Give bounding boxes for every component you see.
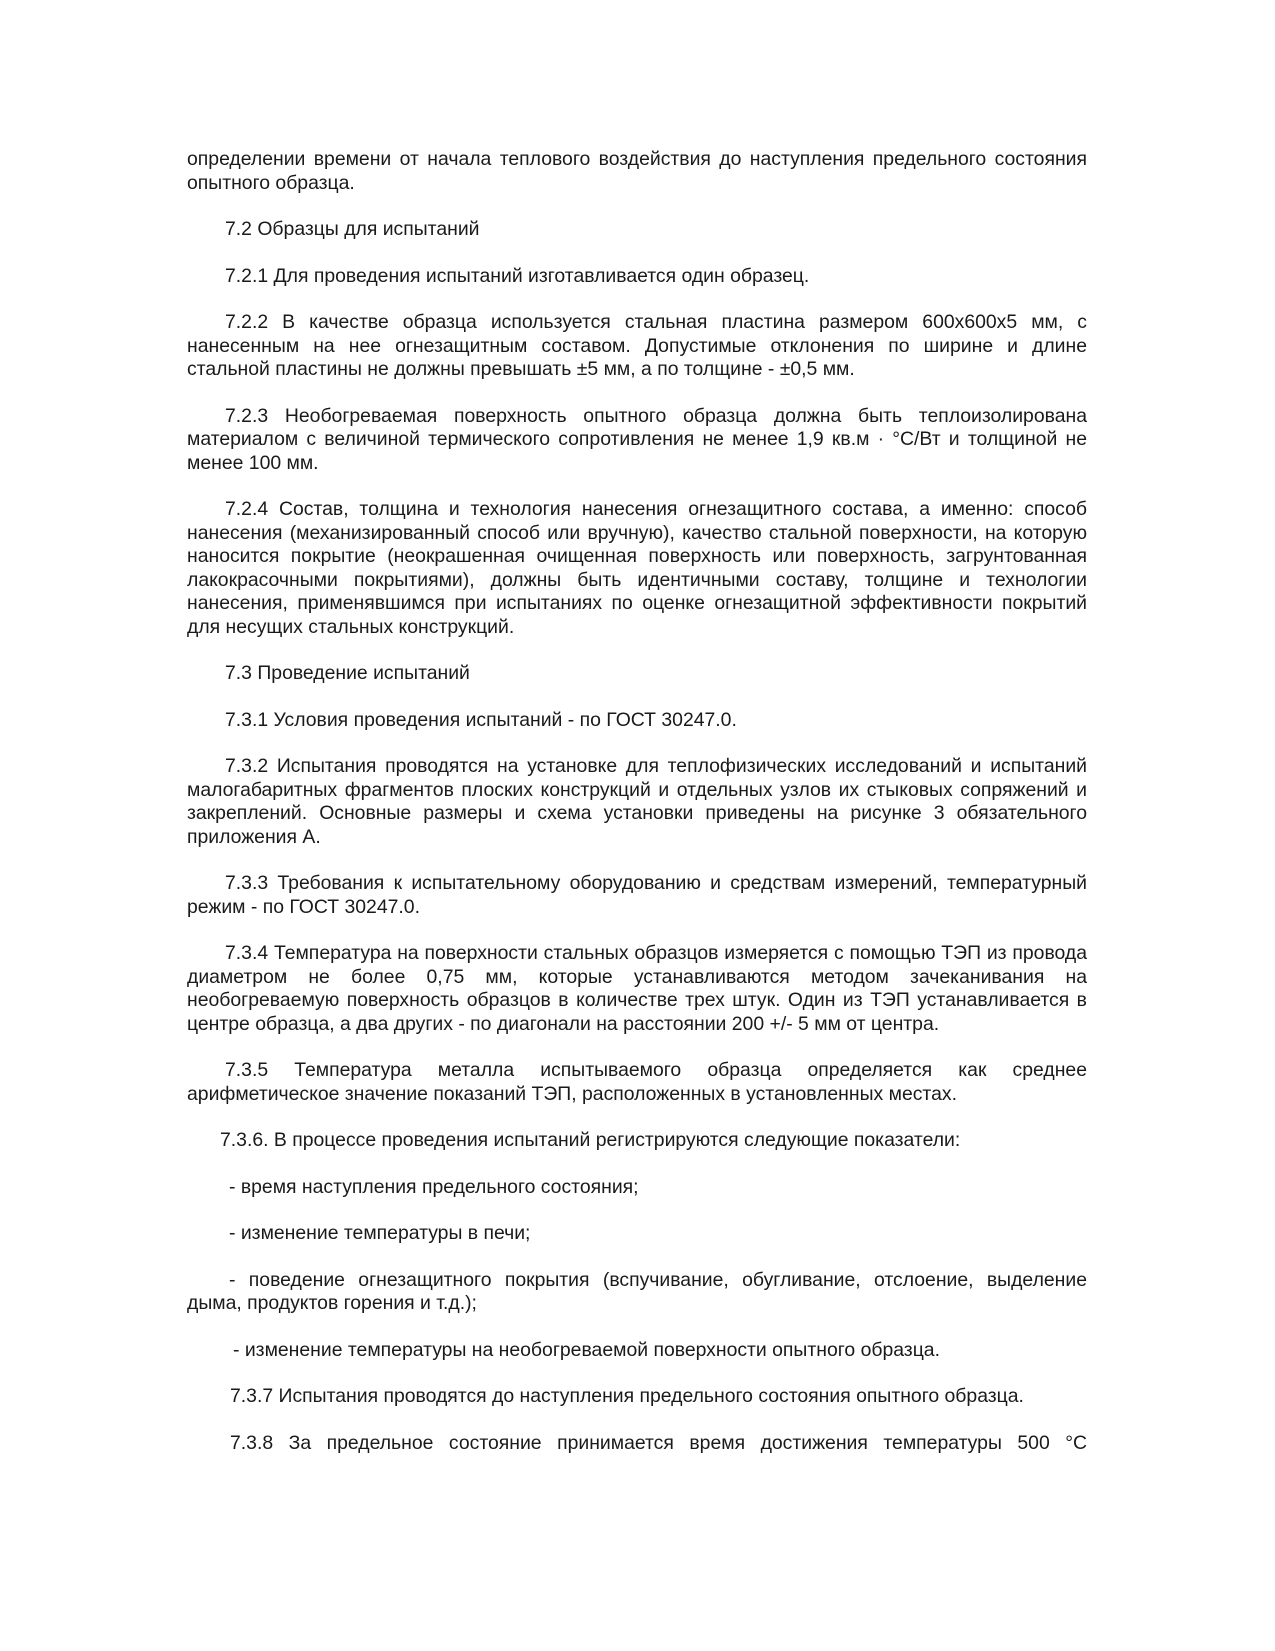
paragraph-7-3-7: 7.3.7 Испытания проводятся до наступления предельного состояния опытного образца. — [230, 1385, 1024, 1407]
paragraph-7-3-5: 7.3.5 Температура металла испытываемого образца определяется как среднее арифметическое значение показаний ТЭП, расположенных в установленных местах. — [187, 1059, 1087, 1105]
list-item-furnace-temp: - изменение температуры в печи; — [229, 1222, 531, 1244]
paragraph-7-2-3: 7.2.3 Необогреваемая поверхность опытного образца должна быть теплоизолирована материалом с величиной термического сопротивления не менее 1,9 кв.м · °С/Вт и толщиной не менее 100 мм. — [187, 404, 1087, 474]
paragraph-7-2-2: 7.2.2 В качестве образца используется стальная пластина размером 600х600х5 мм, с нанесенным на нее огнезащитным составом. Допустимые отклонения по ширине и длине стальной пластины не должны превышать ±5 мм, а по толщине - ±0,5 мм. — [187, 311, 1087, 380]
paragraph-7-3-1: 7.3.1 Условия проведения испытаний - по ГОСТ 30247.0. — [225, 708, 737, 731]
list-item-surface-temp: - изменение температуры на необогреваемой поверхности опытного образца. — [233, 1338, 940, 1361]
paragraph-7-3-4: 7.3.4 Температура на поверхности стальных образцов измеряется с помощью ТЭП из провода диаметром не более 0,75 мм, которые устанавливаются методом зачеканивания на необогреваемую поверхность образцов в количестве трех штук. Один из ТЭП устанавливается в центре образца, а два других - по диагонали на расстоянии 200 +/- 5 мм от центра. — [187, 942, 1087, 1035]
paragraph-7-3-2: 7.3.2 Испытания проводятся на установке для теплофизических исследований и испытаний малогабаритных фрагментов плоских конструкций и отдельных узлов их стыковых сопряжений и закреплений. Основные размеры и схема установки приведены на рисунке 3 обязательного приложения А. — [187, 755, 1087, 848]
list-item-coating-behavior: - поведение огнезащитного покрытия (вспучивание, обугливание, отслоение, выделение дыма, продуктов горения и т.д.); — [187, 1268, 1087, 1314]
list-item-time: - время наступления предельного состояния; — [229, 1175, 639, 1198]
document-page — [187, 148, 1087, 1478]
paragraph-continuation: определении времени от начала теплового воздействия до наступления предельного состояния опытного образца. — [187, 148, 1087, 194]
paragraph-7-2-1: 7.2.1 Для проведения испытаний изготавливается один образец. — [225, 264, 810, 287]
heading-7-2: 7.2 Образцы для испытаний — [225, 218, 480, 240]
paragraph-7-2-4: 7.2.4 Состав, толщина и технология нанесения огнезащитного состава, а именно: способ нанесения (механизированный способ или вручную), качество стальной поверхности, на которую наносится покрытие (неокрашенная очищенная поверхность или поверхность, загрунтованная лакокрасочными покрытиями), должны быть идентичными составу, толщине и технологии нанесения, применявшимся при испытаниях по оценке огнезащитной эффективности покрытий для несущих стальных конструкций. — [187, 498, 1087, 638]
paragraph-7-3-3: 7.3.3 Требования к испытательному оборудованию и средствам измерений, температурный режим - по ГОСТ 30247.0. — [187, 872, 1087, 918]
paragraph-7-3-6: 7.3.6. В процессе проведения испытаний регистрируются следующие показатели: — [220, 1129, 961, 1151]
paragraph-7-3-8: 7.3.8 За предельное состояние принимается время достижения температуры 500 °С — [230, 1431, 1087, 1454]
heading-7-3: 7.3 Проведение испытаний — [225, 662, 470, 684]
